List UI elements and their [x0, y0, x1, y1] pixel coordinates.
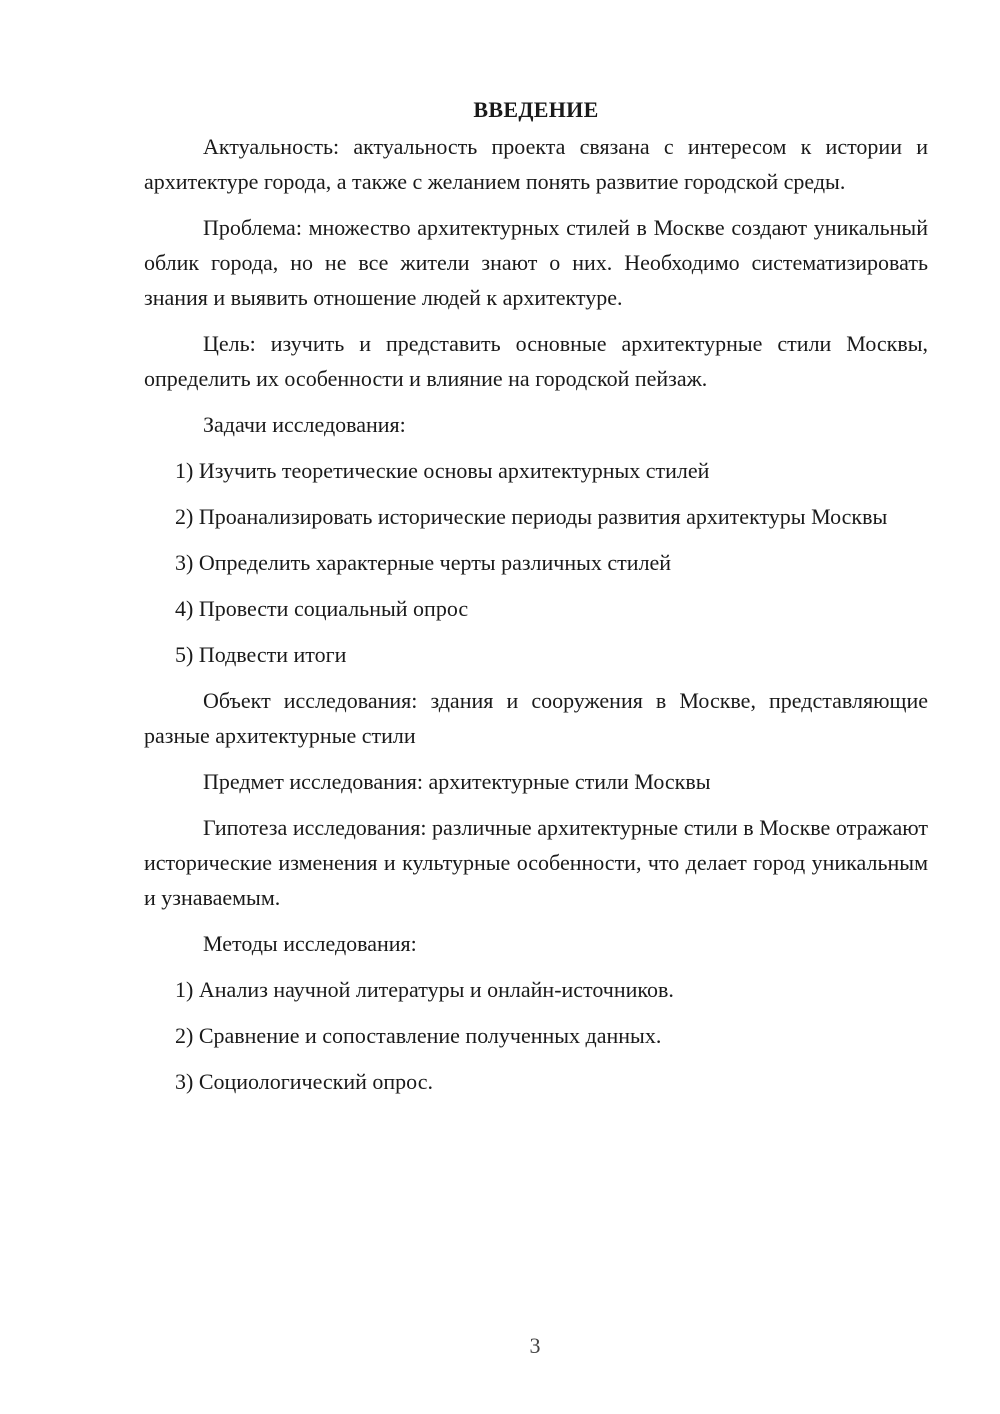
method-item-3: 3) Социологический опрос. [175, 1069, 433, 1094]
object-paragraph: Объект исследования: здания и сооружения в Москве, представляющие разные архитектурные стили [144, 688, 928, 748]
relevance-paragraph: Актуальность: актуальность проекта связана с интересом к истории и архитектуре города, а также с желанием понять развитие городской среды. [144, 134, 928, 194]
page-number: 3 [529, 1333, 541, 1358]
task-item-4: 4) Провести социальный опрос [175, 596, 469, 621]
methods-heading: Методы исследования: [203, 931, 417, 956]
problem-paragraph: Проблема: множество архитектурных стилей в Москве создают уникальный облик города, но не все жители знают о них. Необходимо систематизировать знания и выявить отношение людей к архитектуре. [144, 215, 928, 310]
task-item-1: 1) Изучить теоретические основы архитектурных стилей [175, 458, 710, 483]
hypothesis-paragraph: Гипотеза исследования: различные архитектурные стили в Москве отражают исторические изменения и культурные особенности, что делает город уникальным и узнаваемым. [144, 815, 928, 910]
document-page [144, 92, 928, 1110]
task-item-5: 5) Подвести итоги [175, 642, 347, 667]
subject-paragraph: Предмет исследования: архитектурные стили Москвы [203, 769, 711, 794]
method-item-1: 1) Анализ научной литературы и онлайн-источников. [175, 977, 674, 1002]
method-item-2: 2) Сравнение и сопоставление полученных данных. [175, 1023, 662, 1048]
goal-paragraph: Цель: изучить и представить основные архитектурные стили Москвы, определить их особенности и влияние на городской пейзаж. [144, 331, 928, 391]
task-item-2: 2) Проанализировать исторические периоды развития архитектуры Москвы [175, 504, 888, 529]
page-title: ВВЕДЕНИЕ [473, 97, 599, 122]
tasks-heading: Задачи исследования: [203, 412, 406, 437]
task-item-3: 3) Определить характерные черты различных стилей [175, 550, 672, 575]
